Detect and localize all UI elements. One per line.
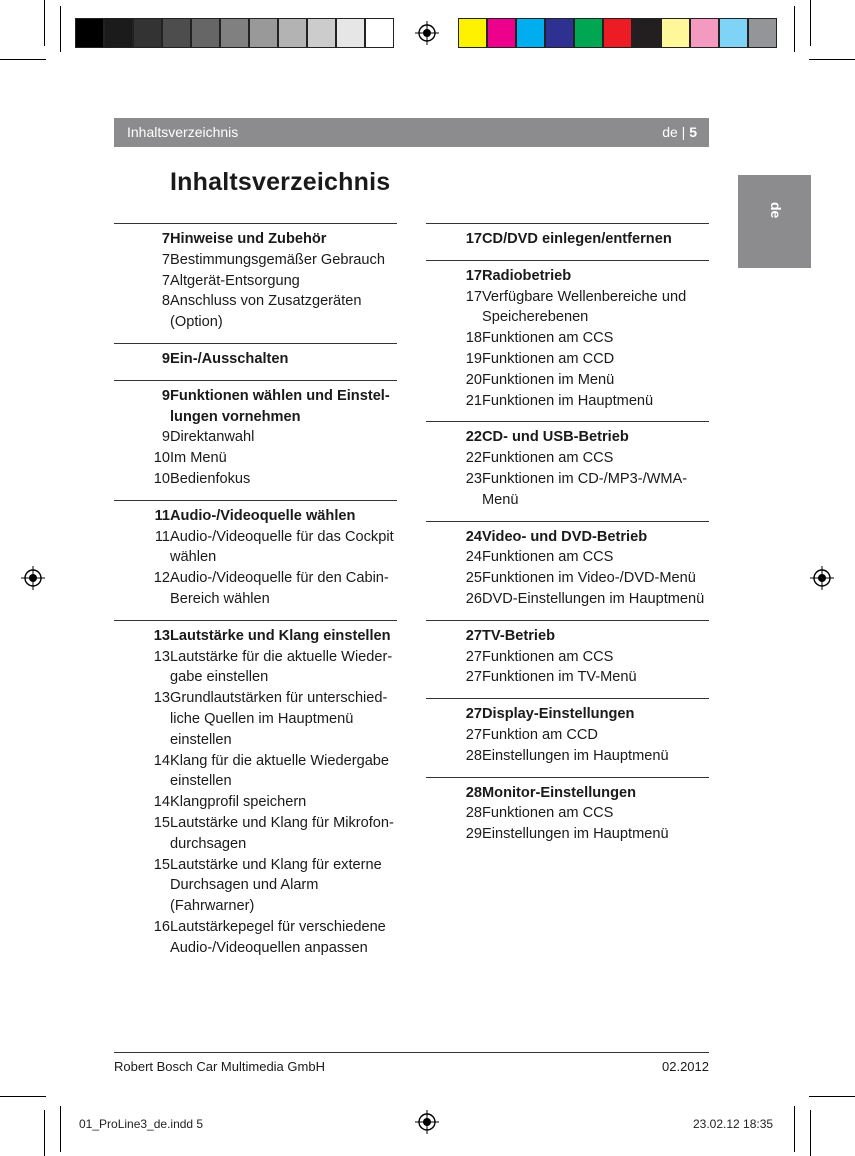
toc-heading[interactable] [114, 506, 397, 527]
crop-mark [809, 1096, 855, 1097]
toc-entry-title: Anschluss von Zusatzgeräten (Option) [170, 293, 362, 331]
toc-page-number: 24 [465, 549, 482, 566]
toc-entry-title: Einstellungen im Hauptmenü [482, 826, 669, 843]
toc-page-number: 28 [465, 784, 482, 801]
toc-entry-title: Funktionen am CCS [482, 805, 614, 822]
toc-entry-title: Funktion am CCD [482, 726, 598, 743]
toc-entry-title: Im Menü [170, 450, 227, 467]
color-swatch [661, 18, 690, 48]
toc-page-number: 15 [153, 856, 170, 873]
toc-heading-title: CD/DVD einlegen/entfernen [482, 231, 672, 247]
toc-page-number: 10 [153, 470, 170, 487]
toc-entry-title: Lautstärke für die aktuelle Wieder-gabe einstellen [170, 648, 393, 686]
toc-page-number: 7 [161, 272, 170, 289]
toc-entry-title: Lautstärke und Klang für externe Durchsagen und Alarm (Fahrwarner) [170, 856, 382, 915]
toc-entry[interactable] [114, 291, 397, 333]
toc-right-column [426, 223, 709, 855]
toc-entry[interactable] [114, 792, 397, 813]
toc-page-number: 23 [465, 470, 482, 487]
toc-entry[interactable] [114, 647, 397, 689]
toc-heading-title: Display-Einstellungen [482, 706, 635, 723]
page-header [114, 118, 709, 147]
toc-section [426, 698, 709, 766]
toc-entry[interactable] [426, 667, 709, 688]
toc-entry[interactable] [114, 855, 397, 917]
toc-section [114, 223, 397, 333]
toc-entry[interactable] [426, 391, 709, 412]
toc-entry[interactable] [114, 751, 397, 793]
toc-page-number: 27 [465, 726, 482, 743]
toc-page-number: 24 [465, 528, 482, 545]
toc-page-number: 9 [161, 350, 170, 367]
toc-heading[interactable] [114, 229, 397, 250]
toc-entry-title: Lautstärkepegel für verschiedene Audio-/Videoquellen anpassen [170, 918, 386, 956]
toc-page-number: 8 [161, 293, 170, 310]
gray-swatch [249, 18, 278, 48]
crop-mark [44, 1110, 45, 1156]
color-swatch [748, 18, 777, 48]
registration-mark-icon [810, 566, 834, 590]
toc-heading[interactable] [114, 349, 397, 370]
toc-entry[interactable] [114, 527, 397, 569]
toc-section [426, 777, 709, 845]
toc-page-number: 22 [465, 429, 482, 446]
toc-page-number: 12 [153, 570, 170, 587]
crop-mark [0, 59, 46, 60]
header-lang: de [662, 124, 678, 140]
toc-page-number: 27 [465, 669, 482, 686]
gray-color-bar [75, 18, 394, 48]
toc-heading[interactable] [426, 427, 709, 448]
toc-section [114, 500, 397, 610]
footer-company: Robert Bosch Car Multimedia GmbH [114, 1059, 325, 1074]
color-swatch [719, 18, 748, 48]
toc-page-number: 28 [465, 747, 482, 764]
registration-mark-icon [21, 566, 45, 590]
toc-entry[interactable] [426, 725, 709, 746]
toc-entry[interactable] [426, 647, 709, 668]
toc-entry-title: Funktionen am CCS [482, 450, 614, 467]
toc-entry-title: Verfügbare Wellenbereiche und Speicherebenen [482, 288, 687, 326]
toc-page-number: 19 [465, 350, 482, 367]
page-title: Inhaltsverzeichnis [170, 168, 391, 196]
registration-mark-icon [415, 21, 439, 45]
toc-page-number: 11 [154, 507, 170, 524]
toc-heading[interactable] [426, 626, 709, 647]
toc-entry[interactable] [114, 813, 397, 855]
toc-entry-title: Altgerät-Entsorgung [170, 272, 300, 289]
toc-entry[interactable] [426, 746, 709, 767]
toc-entry[interactable] [426, 547, 709, 568]
toc-page-number: 16 [153, 918, 170, 935]
toc-section [426, 260, 709, 412]
toc-section [114, 343, 397, 370]
toc-page-number: 14 [153, 752, 170, 769]
toc-entry[interactable] [114, 917, 397, 959]
toc-heading[interactable] [114, 386, 397, 428]
toc-entry-title: Einstellungen im Hauptmenü [482, 747, 669, 764]
toc-page-number: 25 [465, 570, 482, 587]
toc-page-number: 29 [465, 826, 482, 843]
toc-entry-title: Funktionen im Hauptmenü [482, 392, 654, 409]
toc-entry[interactable] [426, 349, 709, 370]
toc-section [426, 521, 709, 610]
toc-section [426, 223, 709, 250]
toc-page-number: 13 [153, 690, 170, 707]
gray-swatch [191, 18, 220, 48]
toc-page-number: 14 [153, 794, 170, 811]
toc-entry[interactable] [426, 824, 709, 845]
toc-entry[interactable] [426, 469, 709, 511]
toc-entry[interactable] [426, 287, 709, 329]
toc-heading[interactable] [426, 704, 709, 725]
toc-heading-title: Video- und DVD-Betrieb [482, 528, 648, 545]
footer-date: 02.2012 [662, 1059, 709, 1074]
toc-entry[interactable] [114, 271, 397, 292]
toc-entry[interactable] [114, 250, 397, 271]
toc-heading-title: Ein-/Ausschalten [170, 350, 289, 367]
toc-entry[interactable] [426, 370, 709, 391]
toc-page-number: 9 [161, 429, 170, 446]
crop-mark [60, 6, 61, 52]
color-swatch [516, 18, 545, 48]
toc-section [114, 380, 397, 490]
toc-page-number: 20 [465, 371, 482, 388]
color-swatch [690, 18, 719, 48]
toc-heading-title: Funktionen wählen und Einstel-lungen vornehmen [170, 387, 390, 425]
gray-swatch [104, 18, 133, 48]
toc-page-number: 21 [465, 392, 482, 409]
toc-entry-title: Klang für die aktuelle Wiedergabe einstellen [170, 752, 390, 790]
toc-entry[interactable] [426, 589, 709, 610]
toc-entry-title: Funktionen am CCS [482, 330, 614, 347]
toc-entry[interactable] [114, 469, 397, 490]
crop-mark [810, 0, 811, 46]
toc-heading-title: TV-Betrieb [482, 627, 555, 644]
toc-page-number: 17 [465, 231, 482, 247]
toc-entry-title: Bestimmungsgemäßer Gebrauch [170, 251, 385, 268]
process-color-bar [458, 18, 777, 48]
toc-entry-title: Klangprofil speichern [170, 794, 307, 811]
toc-page-number: 7 [161, 231, 170, 247]
header-section-title: Inhaltsverzeichnis [127, 124, 239, 140]
toc-page-number: 17 [465, 267, 482, 284]
toc-entry-title: Lautstärke und Klang für Mikrofon-durchsagen [170, 814, 394, 852]
toc-heading[interactable] [114, 626, 397, 647]
toc-heading-title: Radiobetrieb [482, 267, 572, 284]
toc-page-number: 13 [153, 648, 170, 665]
toc-entry[interactable] [114, 427, 397, 448]
gray-swatch [75, 18, 104, 48]
header-separator: | [681, 124, 686, 140]
toc-entry-title: DVD-Einstellungen im Hauptmenü [482, 590, 705, 607]
toc-page-number: 15 [153, 814, 170, 831]
crop-mark [0, 1096, 46, 1097]
toc-entry[interactable] [426, 448, 709, 469]
toc-page-number: 27 [465, 706, 482, 723]
toc-page-number: 26 [465, 590, 482, 607]
toc-heading-title: CD- und USB-Betrieb [482, 429, 629, 446]
toc-page-number: 27 [465, 648, 482, 665]
toc-entry[interactable] [114, 688, 397, 750]
toc-page-number: 17 [465, 288, 482, 305]
color-swatch [603, 18, 632, 48]
language-tab [738, 175, 811, 268]
toc-page-number: 9 [161, 387, 170, 404]
toc-entry[interactable] [426, 803, 709, 824]
toc-heading[interactable] [426, 527, 709, 548]
toc-heading[interactable] [426, 783, 709, 804]
color-swatch [545, 18, 574, 48]
toc-entry-title: Audio-/Videoquelle für das Cockpit wählen [170, 528, 394, 566]
gray-swatch [336, 18, 365, 48]
toc-section [426, 421, 709, 510]
language-tab-label: de [768, 202, 784, 219]
toc-entry-title: Funktionen im CD-/MP3-/WMA-Menü [482, 470, 688, 508]
toc-page-number: 28 [465, 805, 482, 822]
slug-file: 01_ProLine3_de.indd 5 [79, 1117, 204, 1131]
crop-mark [60, 1106, 61, 1152]
toc-heading[interactable] [426, 266, 709, 287]
gray-swatch [133, 18, 162, 48]
header-page-number: 5 [689, 124, 697, 140]
toc-entry-title: Funktionen am CCS [482, 549, 614, 566]
toc-entry[interactable] [114, 448, 397, 469]
toc-heading-title: Lautstärke und Klang einstellen [170, 627, 391, 644]
color-swatch [458, 18, 487, 48]
registration-mark-icon [415, 1110, 439, 1134]
toc-section [426, 620, 709, 688]
gray-swatch [220, 18, 249, 48]
header-page-info [662, 124, 697, 140]
color-swatch [632, 18, 661, 48]
toc-entry-title: Bedienfokus [170, 470, 251, 487]
toc-heading[interactable] [426, 229, 709, 250]
crop-mark [44, 0, 45, 46]
toc-page-number: 27 [465, 627, 482, 644]
toc-entry-title: Funktionen am CCS [482, 648, 614, 665]
toc-entry-title: Funktionen im Video-/DVD-Menü [482, 570, 696, 587]
toc-entry-title: Funktionen am CCD [482, 350, 615, 367]
gray-swatch [307, 18, 336, 48]
toc-page-number: 7 [161, 251, 170, 268]
slug-timestamp: 23.02.12 18:35 [693, 1117, 774, 1131]
toc-heading-title: Audio-/Videoquelle wählen [170, 507, 356, 524]
crop-mark [809, 59, 855, 60]
toc-page-number: 18 [465, 330, 482, 347]
toc-entry-title: Audio-/Videoquelle für den Cabin-Bereich wählen [170, 570, 389, 607]
toc-page-number: 22 [465, 450, 482, 467]
toc-entry-title: Direktanwahl [170, 429, 255, 446]
toc-entry[interactable] [426, 568, 709, 589]
color-swatch [487, 18, 516, 48]
toc-heading-title: Hinweise und Zubehör [170, 231, 327, 247]
gray-swatch [365, 18, 394, 48]
toc-entry-title: Funktionen im TV-Menü [482, 669, 637, 686]
toc-entry[interactable] [114, 568, 397, 610]
toc-entry-title: Funktionen im Menü [482, 371, 615, 388]
toc-entry[interactable] [426, 328, 709, 349]
toc-heading-title: Monitor-Einstellungen [482, 784, 637, 801]
crop-mark [794, 6, 795, 52]
toc-entry-title: Grundlautstärken für unterschied-liche Quellen im Hauptmenü einstellen [170, 690, 388, 748]
footer-divider [114, 1052, 709, 1053]
toc-section [114, 620, 397, 959]
gray-swatch [278, 18, 307, 48]
gray-swatch [162, 18, 191, 48]
color-swatch [574, 18, 603, 48]
toc-left-column [114, 223, 397, 969]
toc-page-number: 10 [153, 450, 170, 467]
toc-page-number: 11 [154, 528, 170, 545]
toc-page-number: 13 [153, 627, 170, 644]
crop-mark [794, 1106, 795, 1152]
crop-mark [810, 1110, 811, 1156]
